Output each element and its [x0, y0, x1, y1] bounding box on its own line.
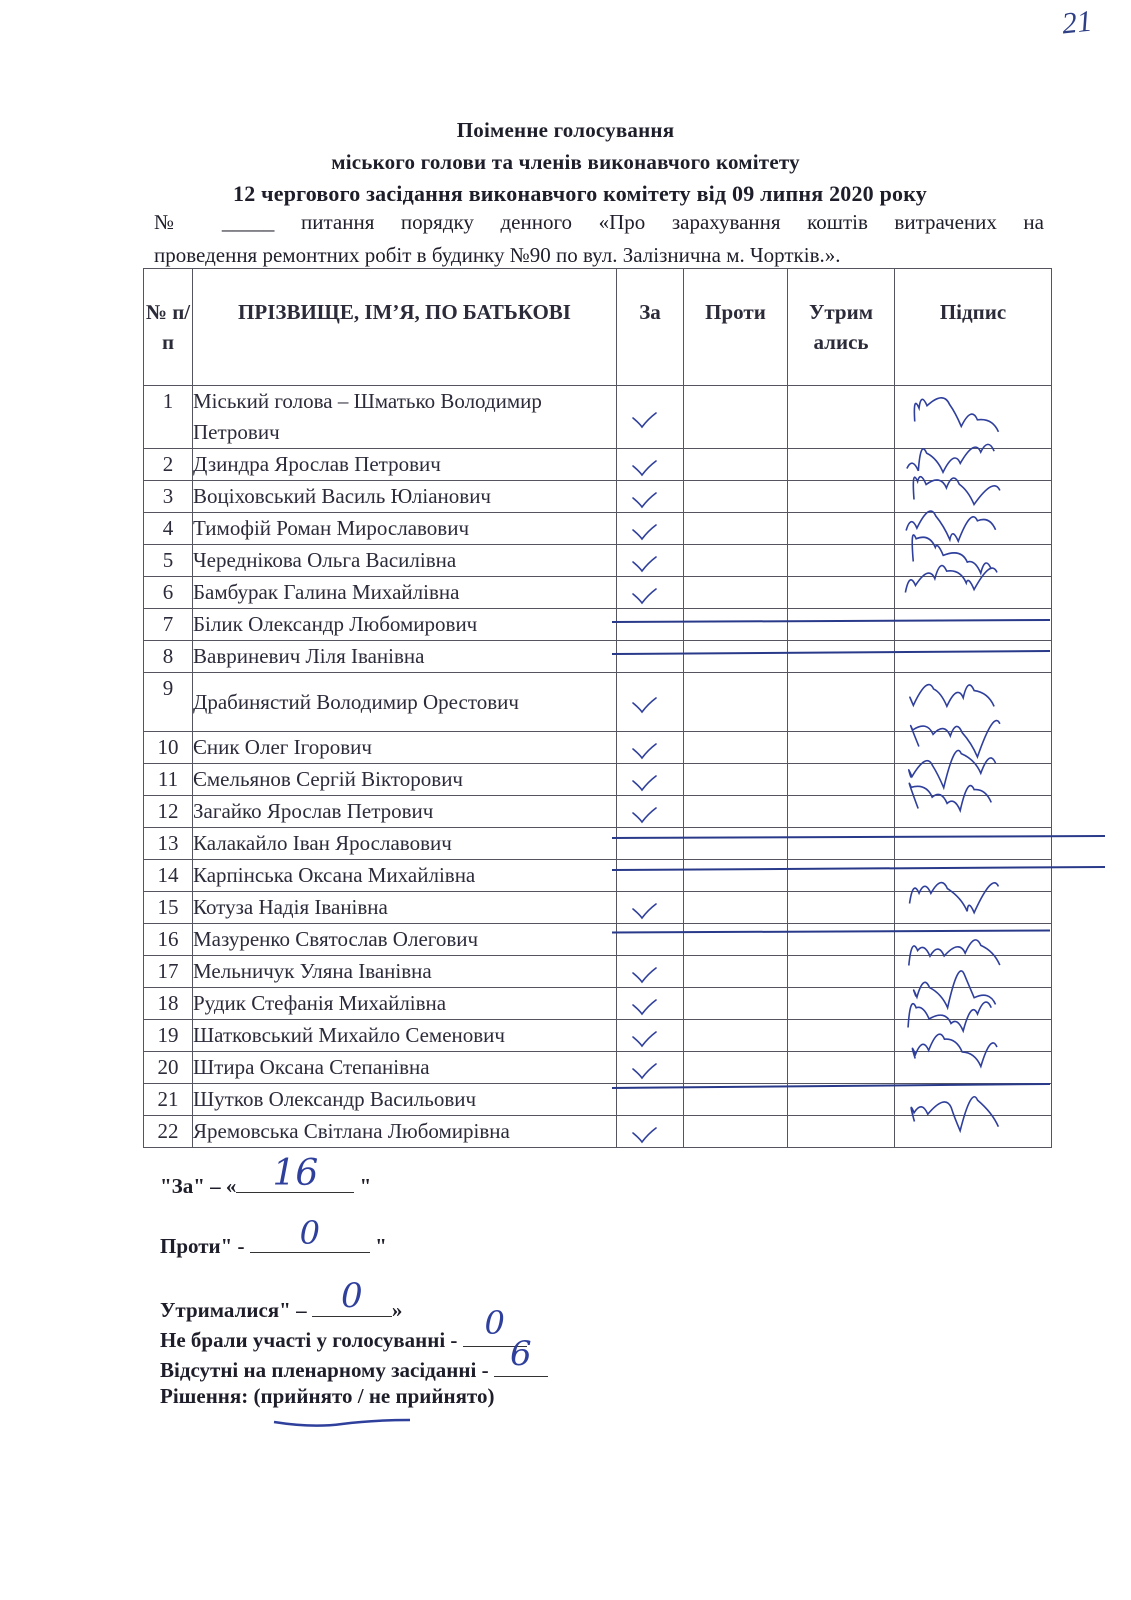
signature-cell	[895, 545, 1052, 577]
vote-abstained-cell	[788, 609, 895, 641]
vote-against-cell	[684, 386, 788, 449]
member-name: Бамбурак Галина Михайлівна	[193, 577, 617, 609]
row-number: 1	[144, 386, 193, 449]
table-row	[144, 513, 1052, 545]
signature-cell	[895, 764, 1052, 796]
row-number: 6	[144, 577, 193, 609]
member-name: Єник Олег Ігорович	[193, 732, 617, 764]
vote-for-cell	[617, 386, 684, 449]
signature-cell	[895, 828, 1052, 860]
agenda-line-2: проведення ремонтних робіт в будинку №90 по вул. Залізнична м. Чортків.».	[154, 243, 841, 267]
vote-for-cell	[617, 481, 684, 513]
row-number: 15	[144, 892, 193, 924]
summary-abstained-label: Утрималися" –	[160, 1298, 312, 1322]
summary-for-value: 16	[272, 1153, 319, 1194]
checkmark-icon	[631, 583, 653, 597]
checkmark-icon	[631, 898, 653, 912]
signature-cell	[895, 1116, 1052, 1148]
table-row	[144, 1052, 1052, 1084]
vote-against-cell	[684, 545, 788, 577]
vote-against-cell	[684, 732, 788, 764]
vote-against-cell	[684, 860, 788, 892]
summary-abstained-value: 0	[341, 1276, 363, 1316]
vote-for-cell	[617, 956, 684, 988]
row-number: 14	[144, 860, 193, 892]
table-row	[144, 386, 1052, 449]
member-name: Карпінська Оксана Михайлівна	[193, 860, 617, 892]
row-number: 13	[144, 828, 193, 860]
signature-cell	[895, 481, 1052, 513]
header-number: № п/п	[144, 269, 193, 386]
table-row	[144, 796, 1052, 828]
vote-abstained-cell	[788, 732, 895, 764]
vote-abstained-cell	[788, 577, 895, 609]
row-number: 7	[144, 609, 193, 641]
summary-against-end: "	[369, 1234, 387, 1258]
signature-cell	[895, 796, 1052, 828]
row-number: 2	[144, 449, 193, 481]
vote-against-cell	[684, 828, 788, 860]
row-number: 9	[144, 673, 193, 732]
summary-absent-value: 6	[510, 1334, 532, 1374]
vote-against-cell	[684, 924, 788, 956]
member-name: Воціховський Василь Юліанович	[193, 481, 617, 513]
voting-table-body	[144, 386, 1052, 1148]
vote-abstained-cell	[788, 764, 895, 796]
vote-for-cell	[617, 577, 684, 609]
signature-cell	[895, 386, 1052, 449]
signature-cell	[895, 860, 1052, 892]
table-row	[144, 828, 1052, 860]
summary-for	[160, 1153, 372, 1199]
vote-for-cell	[617, 513, 684, 545]
summary-for-blank	[236, 1153, 354, 1194]
page-number: 21	[1060, 4, 1094, 41]
table-row	[144, 449, 1052, 481]
vote-for-cell	[617, 609, 684, 641]
vote-against-cell	[684, 796, 788, 828]
agenda-line-1: № _____ питання порядку денного «Про зарахування коштів витрачених на	[154, 210, 1044, 234]
vote-abstained-cell	[788, 641, 895, 673]
summary-abstained	[160, 1276, 403, 1323]
signature-cell	[895, 956, 1052, 988]
document-title: Поіменне голосування	[456, 118, 675, 142]
summary-abstained-blank	[312, 1276, 392, 1317]
table-row	[144, 1084, 1052, 1116]
vote-for-cell	[617, 641, 684, 673]
row-number: 17	[144, 956, 193, 988]
member-name: Мазуренко Святослав Олегович	[193, 924, 617, 956]
table-row	[144, 1116, 1052, 1148]
signature-cell	[895, 1020, 1052, 1052]
summary-against	[160, 1214, 387, 1259]
table-row	[144, 924, 1052, 956]
vote-against-cell	[684, 988, 788, 1020]
header-against: Проти	[684, 269, 788, 386]
member-name: Ємельянов Сергій Вікторович	[193, 764, 617, 796]
vote-abstained-cell	[788, 481, 895, 513]
summary-against-blank	[250, 1214, 370, 1253]
vote-against-cell	[684, 764, 788, 796]
vote-against-cell	[684, 1116, 788, 1148]
vote-for-cell	[617, 732, 684, 764]
table-row	[144, 609, 1052, 641]
vote-against-cell	[684, 892, 788, 924]
row-number: 16	[144, 924, 193, 956]
member-name: Загайко Ярослав Петрович	[193, 796, 617, 828]
header-for: За	[617, 269, 684, 386]
vote-for-cell	[617, 673, 684, 732]
summary-decision: Рішення: (прийнято / не прийнято)	[160, 1384, 495, 1408]
signature-cell	[895, 1052, 1052, 1084]
checkmark-icon	[631, 455, 653, 469]
signature-cell	[895, 641, 1052, 673]
table-row	[144, 545, 1052, 577]
row-number: 12	[144, 796, 193, 828]
summary-for-label: "За" – «	[160, 1174, 237, 1198]
vote-against-cell	[684, 481, 788, 513]
vote-for-cell	[617, 860, 684, 892]
row-number: 19	[144, 1020, 193, 1052]
member-name: Котуза Надія Іванівна	[193, 892, 617, 924]
vote-for-cell	[617, 764, 684, 796]
vote-abstained-cell	[788, 1052, 895, 1084]
table-header-row	[144, 269, 1052, 386]
table-row	[144, 481, 1052, 513]
vote-for-cell	[617, 545, 684, 577]
checkmark-icon	[631, 1058, 653, 1072]
signature-cell	[895, 988, 1052, 1020]
signature-cell	[895, 577, 1052, 609]
table-row	[144, 764, 1052, 796]
row-number: 20	[144, 1052, 193, 1084]
checkmark-icon	[631, 487, 653, 501]
summary-abstained-end: »	[391, 1298, 403, 1322]
row-number: 11	[144, 764, 193, 796]
vote-against-cell	[684, 1084, 788, 1116]
table-row	[144, 673, 1052, 732]
table-row	[144, 1020, 1052, 1052]
checkmark-icon	[631, 1026, 653, 1040]
checkmark-icon	[631, 1122, 653, 1136]
vote-against-cell	[684, 577, 788, 609]
row-number: 3	[144, 481, 193, 513]
vote-abstained-cell	[788, 449, 895, 481]
table-row	[144, 956, 1052, 988]
vote-against-cell	[684, 673, 788, 732]
vote-against-cell	[684, 449, 788, 481]
table-row	[144, 577, 1052, 609]
vote-abstained-cell	[788, 924, 895, 956]
header-abstained: Утрим ались	[788, 269, 895, 386]
signature-cell	[895, 732, 1052, 764]
member-name: Дзиндра Ярослав Петрович	[193, 449, 617, 481]
row-number: 18	[144, 988, 193, 1020]
row-number: 22	[144, 1116, 193, 1148]
table-row	[144, 860, 1052, 892]
member-name: Рудик Стефанія Михайлівна	[193, 988, 617, 1020]
signature-cell	[895, 924, 1052, 956]
checkmark-icon	[631, 551, 653, 565]
member-name: Білик Олександр Любомирович	[193, 609, 617, 641]
meeting-title: 12 чергового засідання виконавчого комітету від 09 липня 2020 року	[233, 181, 927, 206]
table-row	[144, 892, 1052, 924]
vote-against-cell	[684, 1052, 788, 1084]
signature-cell	[895, 1084, 1052, 1116]
member-name: Тимофій Роман Мирославович	[193, 513, 617, 545]
vote-abstained-cell	[788, 860, 895, 892]
document-subtitle: міського голови та членів виконавчого комітету	[331, 150, 800, 174]
vote-for-cell	[617, 1116, 684, 1148]
vote-abstained-cell	[788, 1116, 895, 1148]
vote-abstained-cell	[788, 545, 895, 577]
member-name: Череднікова Ольга Василівна	[193, 545, 617, 577]
summary-not-voted-label: Не брали участі у голосуванні -	[160, 1328, 463, 1352]
member-name: Яремовська Світлана Любомирівна	[193, 1116, 617, 1148]
summary-against-label: Проти" -	[160, 1234, 250, 1258]
vote-for-cell	[617, 449, 684, 481]
signature-cell	[895, 449, 1052, 481]
vote-for-cell	[617, 796, 684, 828]
row-number: 5	[144, 545, 193, 577]
decision-underline	[272, 1416, 412, 1428]
vote-against-cell	[684, 956, 788, 988]
vote-abstained-cell	[788, 386, 895, 449]
checkmark-icon	[631, 519, 653, 533]
vote-abstained-cell	[788, 956, 895, 988]
vote-against-cell	[684, 641, 788, 673]
header-signature: Підпис	[895, 269, 1052, 386]
checkmark-icon	[631, 738, 653, 752]
vote-for-cell	[617, 892, 684, 924]
vote-abstained-cell	[788, 1084, 895, 1116]
member-name: Міський голова – Шматько Володимир Петрович	[193, 386, 617, 449]
vote-for-cell	[617, 1020, 684, 1052]
vote-for-cell	[617, 828, 684, 860]
vote-for-cell	[617, 988, 684, 1020]
member-name: Драбинястий Володимир Орестович	[193, 673, 617, 732]
vote-abstained-cell	[788, 892, 895, 924]
summary-for-end: "	[354, 1174, 372, 1198]
signature-cell	[895, 673, 1052, 732]
member-name: Калакайло Іван Ярославович	[193, 828, 617, 860]
header-name: ПРІЗВИЩЕ, ІМ’Я, ПО БАТЬКОВІ	[193, 269, 617, 386]
table-row	[144, 641, 1052, 673]
vote-for-cell	[617, 1084, 684, 1116]
vote-abstained-cell	[788, 673, 895, 732]
summary-absent-label: Відсутні на пленарному засіданні -	[160, 1358, 494, 1382]
vote-abstained-cell	[788, 796, 895, 828]
member-name: Шатковський Михайло Семенович	[193, 1020, 617, 1052]
signature-cell	[895, 513, 1052, 545]
row-number: 8	[144, 641, 193, 673]
signature-cell	[895, 609, 1052, 641]
checkmark-icon	[631, 994, 653, 1008]
checkmark-icon	[631, 962, 653, 976]
vote-against-cell	[684, 513, 788, 545]
vote-abstained-cell	[788, 988, 895, 1020]
member-name: Мельничук Уляна Іванівна	[193, 956, 617, 988]
row-number: 21	[144, 1084, 193, 1116]
member-name: Штира Оксана Степанівна	[193, 1052, 617, 1084]
summary-against-value: 0	[299, 1214, 320, 1252]
vote-for-cell	[617, 924, 684, 956]
vote-abstained-cell	[788, 513, 895, 545]
row-number: 10	[144, 732, 193, 764]
checkmark-icon	[631, 802, 653, 816]
vote-for-cell	[617, 1052, 684, 1084]
row-number: 4	[144, 513, 193, 545]
checkmark-icon	[631, 770, 653, 784]
checkmark-icon	[631, 692, 653, 706]
summary-not-voted-value: 0	[484, 1304, 505, 1342]
table-row	[144, 988, 1052, 1020]
signature-cell	[895, 892, 1052, 924]
checkmark-icon	[631, 407, 653, 421]
voting-table	[143, 268, 1052, 1148]
vote-abstained-cell	[788, 1020, 895, 1052]
summary-absent-blank	[494, 1334, 548, 1377]
vote-against-cell	[684, 609, 788, 641]
member-name: Шутков Олександр Васильович	[193, 1084, 617, 1116]
vote-against-cell	[684, 1020, 788, 1052]
table-row	[144, 732, 1052, 764]
member-name: Вавриневич Ліля Іванівна	[193, 641, 617, 673]
vote-abstained-cell	[788, 828, 895, 860]
